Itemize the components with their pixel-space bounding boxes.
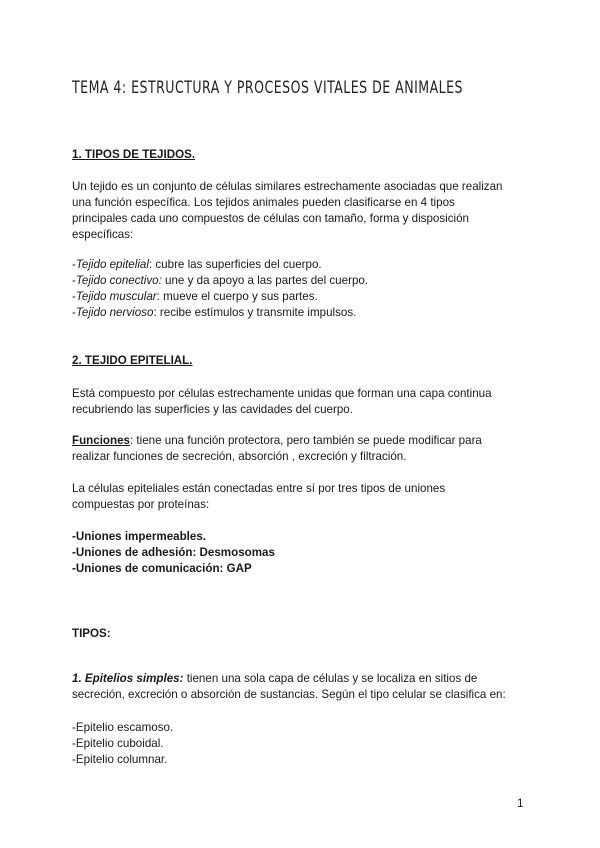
list-item xyxy=(72,305,368,321)
paragraph-line: La células epiteliales están conectadas entre sí por tres tipos de uniones xyxy=(72,482,446,495)
paragraph-line: Un tejido es un conjunto de células similares estrechamente asociadas que realizan xyxy=(72,180,503,193)
page-number: 1 xyxy=(517,797,524,810)
paragraph-line: Está compuesto por células estrechamente unidas que forman una capa continua xyxy=(72,387,492,400)
section-heading-tejido-epitelial: 2. TEJIDO EPITELIAL. xyxy=(72,354,193,367)
list-text: : recibe estímulos y transmite impulsos. xyxy=(153,306,357,319)
list-item: -Uniones de comunicación: GAP xyxy=(72,562,252,575)
paragraph-line: secreción, excreción o absorción de sustancias. Según el tipo celular se clasifica en: xyxy=(72,688,506,701)
list-term: Tejido conectivo: xyxy=(75,274,162,287)
list-term: Tejido nervioso xyxy=(75,306,154,319)
list-item: -Epitelio cuboidal. xyxy=(72,737,164,750)
list-bullet: - xyxy=(72,274,76,287)
list-bullet: - xyxy=(72,258,76,271)
list-text: : cubre las superficies del cuerpo. xyxy=(148,258,322,271)
paragraph-line: específicas: xyxy=(72,228,134,241)
paragraph-line xyxy=(72,433,482,449)
tejidos-intro-paragraph xyxy=(72,179,503,243)
list-item xyxy=(72,289,368,305)
tipos-heading: TIPOS: xyxy=(72,627,111,640)
list-bullet: - xyxy=(72,290,76,303)
list-bullet: - xyxy=(72,306,76,319)
section-heading-tipos-tejidos: 1. TIPOS DE TEJIDOS. xyxy=(72,148,196,161)
epitelial-intro-paragraph xyxy=(72,386,492,418)
paragraph-line: recubriendo las superficies y las cavidades del cuerpo. xyxy=(72,403,353,416)
paragraph-line: principales cada uno compuestos de células con tamaño, forma y disposición xyxy=(72,212,469,225)
uniones-list xyxy=(72,529,275,577)
list-term: Tejido muscular xyxy=(75,290,157,303)
list-text: une y da apoyo a las partes del cuerpo. xyxy=(161,274,369,287)
paragraph-text: tienen una sola capa de células y se localiza en sitios de xyxy=(183,672,478,685)
paragraph-line: una función específica. Los tejidos animales pueden clasificarse en 4 tipos xyxy=(72,196,455,209)
funciones-paragraph xyxy=(72,433,482,465)
tejidos-list xyxy=(72,257,368,321)
paragraph-line xyxy=(72,671,506,687)
list-term: Tejido epitelial xyxy=(75,258,149,271)
paragraph-line: realizar funciones de secreción, absorción , excreción y filtración. xyxy=(72,450,407,463)
epitelios-simples-label: 1. Epitelios simples: xyxy=(72,672,184,685)
epitelios-simples-paragraph xyxy=(72,671,506,703)
uniones-intro-paragraph xyxy=(72,481,445,513)
list-item xyxy=(72,257,368,273)
page-title: TEMA 4: ESTRUCTURA Y PROCESOS VITALES DE ANIMALES xyxy=(72,78,464,98)
list-item: -Uniones de adhesión: Desmosomas xyxy=(72,546,275,559)
paragraph-text: : tiene una función protectora, pero también se puede modificar para xyxy=(129,434,482,447)
list-item: -Uniones impermeables. xyxy=(72,530,207,543)
list-text: : mueve el cuerpo y sus partes. xyxy=(156,290,318,303)
list-item xyxy=(72,273,368,289)
list-item: -Epitelio columnar. xyxy=(72,753,168,766)
funciones-label: Funciones xyxy=(72,434,130,447)
list-item: -Epitelio escamoso. xyxy=(72,721,174,734)
epitelios-list xyxy=(72,720,173,768)
paragraph-line: compuestas por proteínas: xyxy=(72,498,210,511)
